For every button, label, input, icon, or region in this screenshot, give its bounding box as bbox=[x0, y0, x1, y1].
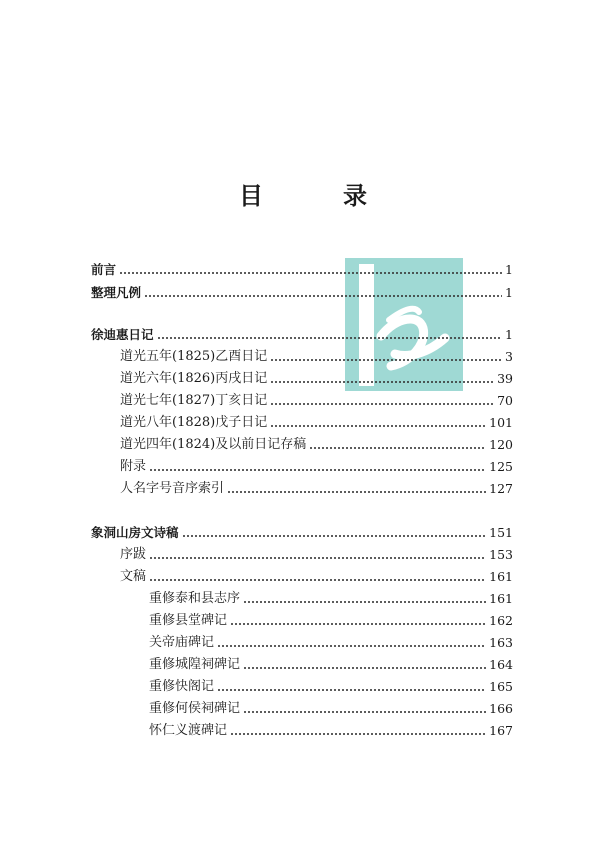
dot-leader bbox=[227, 491, 486, 493]
dot-leader bbox=[270, 381, 494, 383]
toc-entry-label: 道光四年(1824)及以前日记存稿 bbox=[120, 437, 307, 452]
dot-leader bbox=[149, 579, 486, 581]
toc-entry-label: 道光七年(1827)丁亥日记 bbox=[120, 393, 268, 408]
toc-page-number: 153 bbox=[489, 547, 513, 562]
toc-entry-taihe-gazetteer-preface[interactable] bbox=[149, 585, 513, 607]
toc-entry-appendix[interactable] bbox=[120, 453, 513, 475]
toc-entry-diary-1824-drafts[interactable] bbox=[120, 431, 513, 453]
toc-entry-guandi-temple-stele[interactable] bbox=[149, 629, 513, 651]
toc-entry-preface[interactable] bbox=[91, 256, 513, 278]
toc-entry-name-index[interactable] bbox=[120, 475, 513, 497]
toc-entry-diary-1826[interactable] bbox=[120, 365, 513, 387]
dot-leader bbox=[230, 733, 486, 735]
toc-entry-city-god-shrine-stele[interactable] bbox=[149, 651, 513, 673]
toc-entry-diary-1828[interactable] bbox=[120, 409, 513, 431]
toc-entry-label: 重修何侯祠碑记 bbox=[149, 701, 241, 716]
toc-page-number: 161 bbox=[489, 591, 513, 606]
toc-page-number: 161 bbox=[489, 569, 513, 584]
dot-leader bbox=[230, 623, 486, 625]
toc-page-number: 39 bbox=[497, 371, 513, 386]
dot-leader bbox=[149, 469, 486, 471]
dot-leader bbox=[182, 535, 487, 537]
toc-entry-diary-1825[interactable] bbox=[120, 343, 513, 365]
toc-page-number: 1 bbox=[505, 285, 513, 300]
toc-entry-huairen-ferry-stele[interactable] bbox=[149, 717, 513, 739]
toc-page-number: 163 bbox=[489, 635, 513, 650]
toc-entry-label: 文稿 bbox=[120, 569, 147, 584]
toc-entry-label: 附录 bbox=[120, 459, 147, 474]
toc-page-number: 3 bbox=[505, 349, 513, 364]
toc-entry-diary[interactable] bbox=[91, 321, 513, 343]
toc-entry-label: 重修快阁记 bbox=[149, 679, 215, 694]
toc-page-number: 127 bbox=[489, 481, 513, 496]
toc-page-number: 101 bbox=[489, 415, 513, 430]
dot-leader bbox=[309, 447, 486, 449]
toc-entry-diary-1827[interactable] bbox=[120, 387, 513, 409]
dot-leader bbox=[119, 272, 502, 274]
dot-leader bbox=[149, 557, 486, 559]
toc-entry-label: 前言 bbox=[91, 262, 117, 277]
page-title: 目 录 bbox=[239, 181, 395, 210]
toc-entry-label: 道光六年(1826)丙戌日记 bbox=[120, 371, 268, 386]
toc-page-number: 162 bbox=[489, 613, 513, 628]
toc-entry-label: 徐迪惠日记 bbox=[91, 327, 154, 342]
toc-entry-he-hou-shrine-stele[interactable] bbox=[149, 695, 513, 717]
toc-entry-label: 重修城隍祠碑记 bbox=[149, 657, 241, 672]
toc-page-number: 167 bbox=[489, 723, 513, 738]
toc-entry-label: 整理凡例 bbox=[91, 285, 142, 300]
toc-entry-label: 道光五年(1825)乙酉日记 bbox=[120, 349, 268, 364]
toc-entry-kuaige-pavilion[interactable] bbox=[149, 673, 513, 695]
toc-entry-county-hall-stele[interactable] bbox=[149, 607, 513, 629]
toc-entry-poetry-prose[interactable] bbox=[91, 519, 513, 541]
toc-entry-label: 怀仁义渡碑记 bbox=[149, 723, 228, 738]
toc-entry-label: 道光八年(1828)戊子日记 bbox=[120, 415, 268, 430]
toc-entry-label: 重修泰和县志序 bbox=[149, 591, 241, 606]
dot-leader bbox=[270, 425, 486, 427]
toc-page-number: 166 bbox=[489, 701, 513, 716]
toc-page-number: 1 bbox=[505, 262, 513, 277]
toc-page-number: 164 bbox=[489, 657, 513, 672]
dot-leader bbox=[270, 359, 502, 361]
toc-page-number: 151 bbox=[489, 525, 513, 540]
toc-entry-label: 关帝庙碑记 bbox=[149, 635, 215, 650]
toc-page-number: 125 bbox=[489, 459, 513, 474]
toc-page-number: 165 bbox=[489, 679, 513, 694]
toc-entry-label: 序跋 bbox=[120, 547, 147, 562]
dot-leader bbox=[270, 403, 494, 405]
dot-leader bbox=[157, 337, 503, 339]
toc-page-number: 120 bbox=[489, 437, 513, 452]
toc-entry-label: 象洞山房文诗稿 bbox=[91, 525, 179, 540]
dot-leader bbox=[243, 601, 486, 603]
toc-entry-label: 人名字号音序索引 bbox=[120, 481, 225, 496]
toc-entry-editorial-notes[interactable] bbox=[91, 279, 513, 301]
toc-page-number: 70 bbox=[497, 393, 513, 408]
dot-leader bbox=[217, 645, 486, 647]
dot-leader bbox=[217, 689, 486, 691]
dot-leader bbox=[144, 295, 502, 297]
dot-leader bbox=[243, 667, 486, 669]
toc-entry-prose[interactable] bbox=[120, 563, 513, 585]
toc-entry-prefaces[interactable] bbox=[120, 541, 513, 563]
toc-page-number: 1 bbox=[505, 327, 513, 342]
toc-entry-label: 重修县堂碑记 bbox=[149, 613, 228, 628]
dot-leader bbox=[243, 711, 486, 713]
